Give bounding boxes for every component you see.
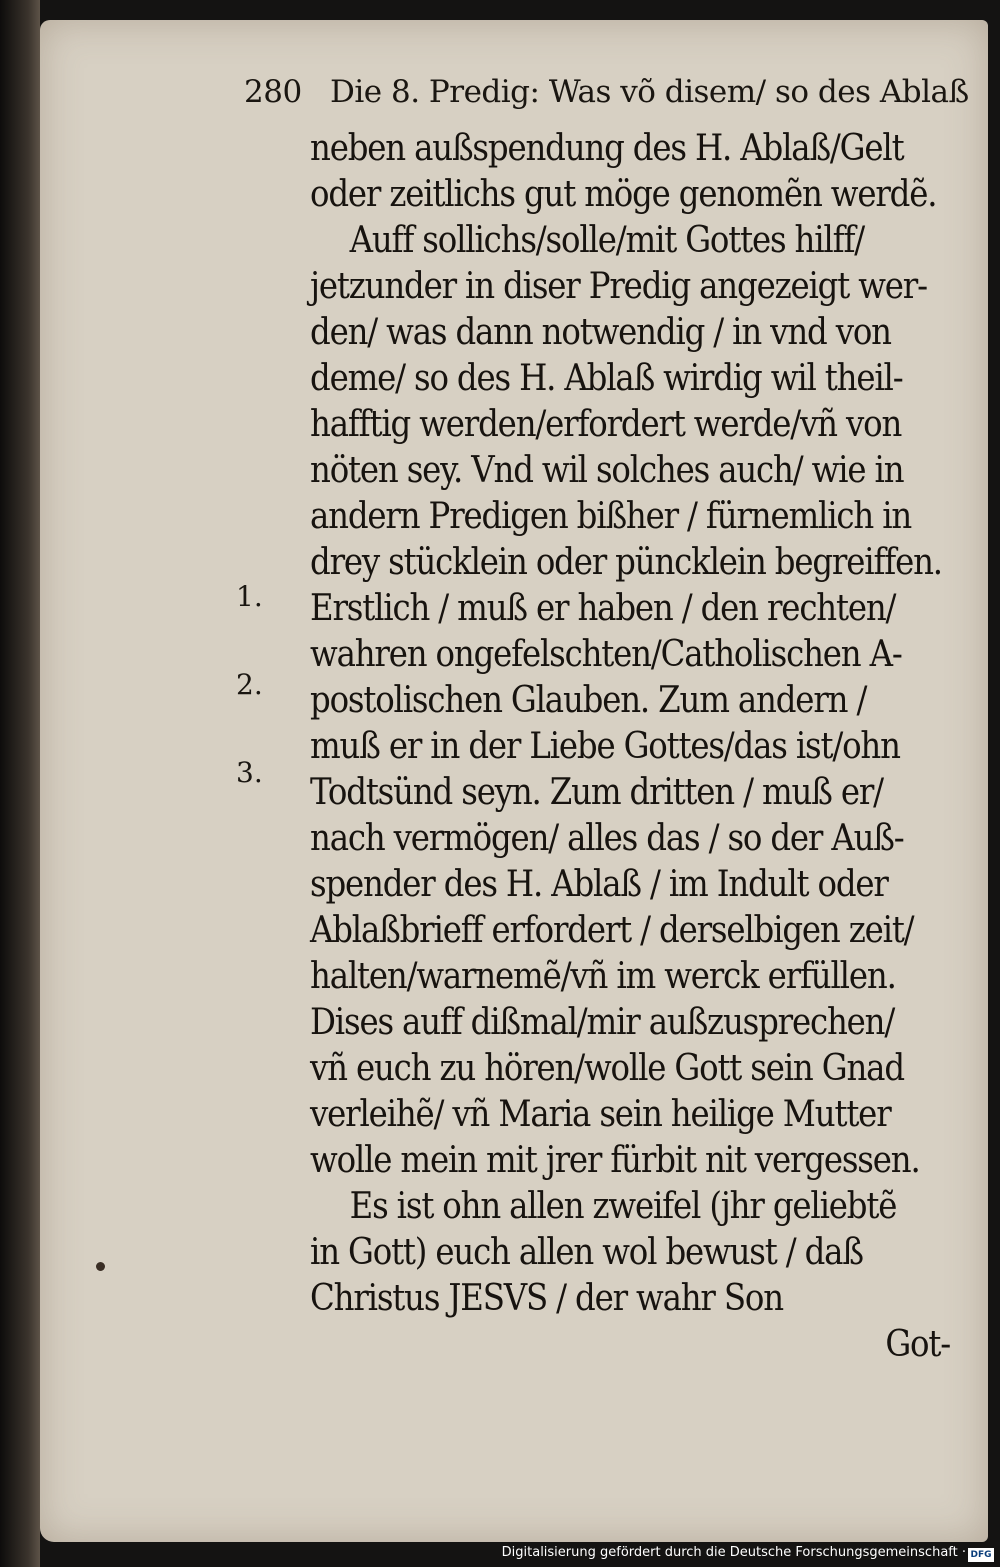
text-line: Auff sollichs/solle/mit Gottes hilff/ <box>349 220 865 261</box>
text-line: nach vermögen/ alles das / so der Auß- <box>310 818 904 859</box>
text-line: neben außspendung des H. Ablaß/Gelt <box>310 128 904 169</box>
text-line: wahren ongefelschten/Catholischen A- <box>310 634 902 675</box>
text-line: Christus JESVS / der wahr Son <box>310 1278 783 1319</box>
text-line: postolischen Glauben. Zum andern / <box>310 680 867 721</box>
margin-number-1: 1. <box>236 580 263 613</box>
text-line: halten/warnemẽ/vñ im werck erfüllen. <box>310 956 896 997</box>
text-line: hafftig werden/erfordert werde/vñ von <box>310 404 902 445</box>
text-line: wolle mein mit jrer fürbit nit vergessen. <box>310 1140 920 1181</box>
book-spine-shadow <box>0 0 40 1567</box>
text-line: muß er in der Liebe Gottes/das ist/ohn <box>310 726 900 767</box>
text-line: drey stücklein oder püncklein begreiffen. <box>310 542 942 583</box>
margin-number-2: 2. <box>236 668 263 701</box>
text-line: verleihẽ/ vñ Maria sein heilige Mutter <box>310 1094 891 1135</box>
text-line: nöten sey. Vnd wil solches auch/ wie in <box>310 450 904 491</box>
running-title: Die 8. Predig: Was võ disem/ so des Ablaß <box>330 74 969 110</box>
text-line: andern Predigen bißher / fürnemlich in <box>310 496 912 537</box>
text-line: Es ist ohn allen zweifel (jhr geliebtẽ <box>349 1186 897 1227</box>
text-line: deme/ so des H. Ablaß wirdig wil theil- <box>310 358 903 399</box>
body-text <box>310 126 950 1368</box>
text-line: in Gott) euch allen wol bewust / daß <box>310 1232 863 1273</box>
dfg-logo: DFG <box>968 1548 994 1562</box>
text-line: Ablaßbrieff erfordert / derselbigen zeit/ <box>310 910 914 951</box>
page-number: 280 <box>244 74 302 110</box>
margin-number-3: 3. <box>236 756 263 789</box>
text-line: Erstlich / muß er haben / den rechten/ <box>310 588 896 629</box>
text-line: Dises auff dißmal/mir außzusprechen/ <box>310 1002 895 1043</box>
text-line: Todtsünd seyn. Zum dritten / muß er/ <box>310 772 883 813</box>
text-line: den/ was dann notwendig / in vnd von <box>310 312 891 353</box>
ink-spot <box>96 1262 105 1271</box>
text-line: vñ euch zu hören/wolle Gott sein Gnad <box>310 1048 904 1089</box>
text-line: oder zeitlichs gut möge genomẽn werdẽ. <box>310 174 937 215</box>
text-line: spender des H. Ablaß / im Indult oder <box>310 864 888 905</box>
digitization-credit: Digitalisierung gefördert durch die Deutsche Forschungsgemeinschaft · <box>501 1545 966 1560</box>
catchword: Got- <box>885 1324 950 1365</box>
running-header <box>244 74 969 110</box>
text-line: jetzunder in diser Predig angezeigt wer- <box>310 266 927 307</box>
